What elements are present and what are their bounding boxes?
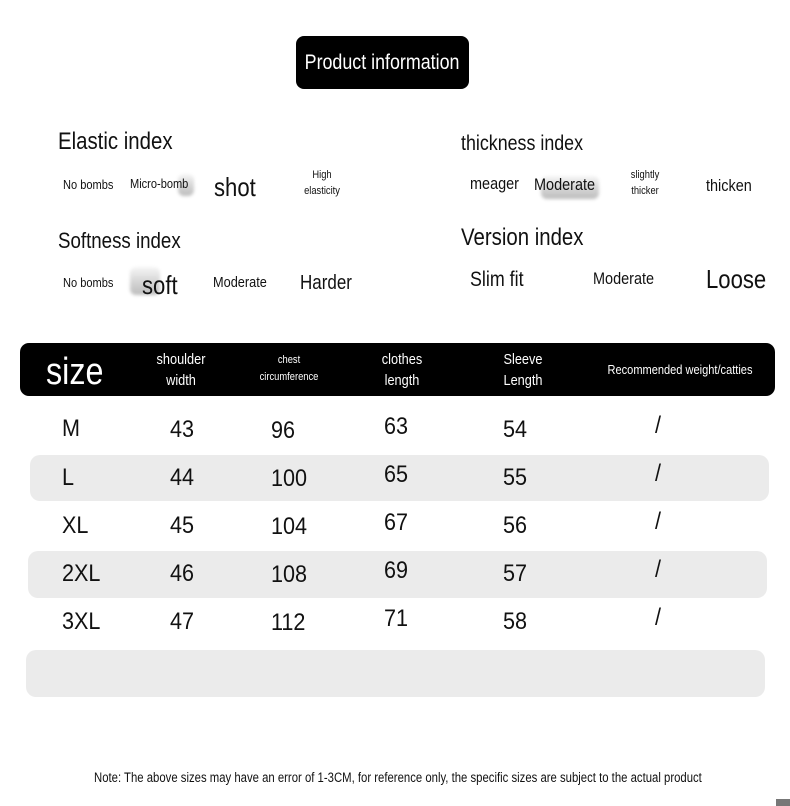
header-sleeve-length: Sleeve Length (503, 351, 543, 389)
title-text: Product information (305, 50, 460, 74)
elastic-option-shot: shot (214, 172, 256, 202)
cell-weight: / (655, 460, 662, 487)
softness-index-title: Softness index (58, 228, 181, 253)
cell-chest: 112 (271, 609, 306, 636)
cell-shoulder: 46 (170, 560, 195, 587)
cell-size: M (62, 415, 80, 442)
thickness-option-moderate: Moderate (534, 175, 596, 194)
cell-length: 65 (384, 461, 409, 488)
cell-length: 71 (384, 605, 409, 632)
cell-sleeve: 56 (503, 512, 528, 539)
softness-option-moderate: Moderate (213, 274, 267, 291)
cell-weight: / (655, 508, 662, 535)
thickness-option-thicken: thicken (706, 176, 752, 195)
elastic-option-high-elasticity: High elasticity (304, 169, 340, 197)
elastic-index-title: Elastic index (58, 128, 173, 155)
softness-option-no-bombs: No bombs (63, 275, 114, 290)
cell-chest: 100 (271, 465, 308, 492)
size-error-note: Note: The above sizes may have an error of 1-3CM, for reference only, the specific sizes are subject to the actual product (94, 770, 702, 785)
version-option-slim-fit: Slim fit (470, 268, 524, 291)
cell-shoulder: 43 (170, 416, 195, 443)
cell-weight: / (655, 556, 662, 583)
cell-shoulder: 44 (170, 464, 195, 491)
cell-chest: 104 (271, 513, 308, 540)
cell-length: 63 (384, 413, 409, 440)
thickness-index-title: thickness index (461, 132, 584, 155)
cell-shoulder: 45 (170, 512, 195, 539)
elastic-option-micro-bomb: Micro-bomb (130, 176, 189, 191)
cell-sleeve: 58 (503, 608, 528, 635)
softness-option-soft: soft (142, 270, 178, 300)
header-recommended-weight: Recommended weight/catties (607, 362, 753, 377)
cell-size: XL (62, 512, 89, 539)
thickness-option-slightly-thicker: slightly thicker (630, 169, 660, 197)
size-table-header (20, 343, 775, 396)
cell-weight: / (655, 412, 662, 439)
cell-sleeve: 57 (503, 560, 528, 587)
header-size: size (46, 351, 104, 393)
cell-shoulder: 47 (170, 608, 195, 635)
cell-size: 2XL (62, 560, 101, 587)
cell-sleeve: 54 (503, 416, 528, 443)
cell-length: 69 (384, 557, 409, 584)
cell-weight: / (655, 604, 662, 631)
thickness-option-meager: meager (470, 174, 519, 193)
cell-size: L (62, 464, 75, 491)
product-information-title (296, 36, 469, 89)
cell-length: 67 (384, 509, 409, 536)
cell-chest: 108 (271, 561, 308, 588)
cell-sleeve: 55 (503, 464, 528, 491)
corner-mark (776, 799, 790, 806)
softness-option-harder: Harder (300, 272, 352, 294)
header-clothes-length: clothes length (381, 351, 423, 389)
elastic-option-no-bombs: No bombs (63, 177, 114, 192)
cell-size: 3XL (62, 608, 101, 635)
cell-chest: 96 (271, 417, 296, 444)
version-option-loose: Loose (706, 264, 767, 294)
version-option-moderate: Moderate (593, 269, 655, 288)
header-chest-circumference: chest circumference (259, 354, 319, 383)
table-empty-row (26, 650, 765, 697)
version-index-title: Version index (461, 224, 584, 251)
header-shoulder-width: shoulder width (156, 351, 206, 389)
